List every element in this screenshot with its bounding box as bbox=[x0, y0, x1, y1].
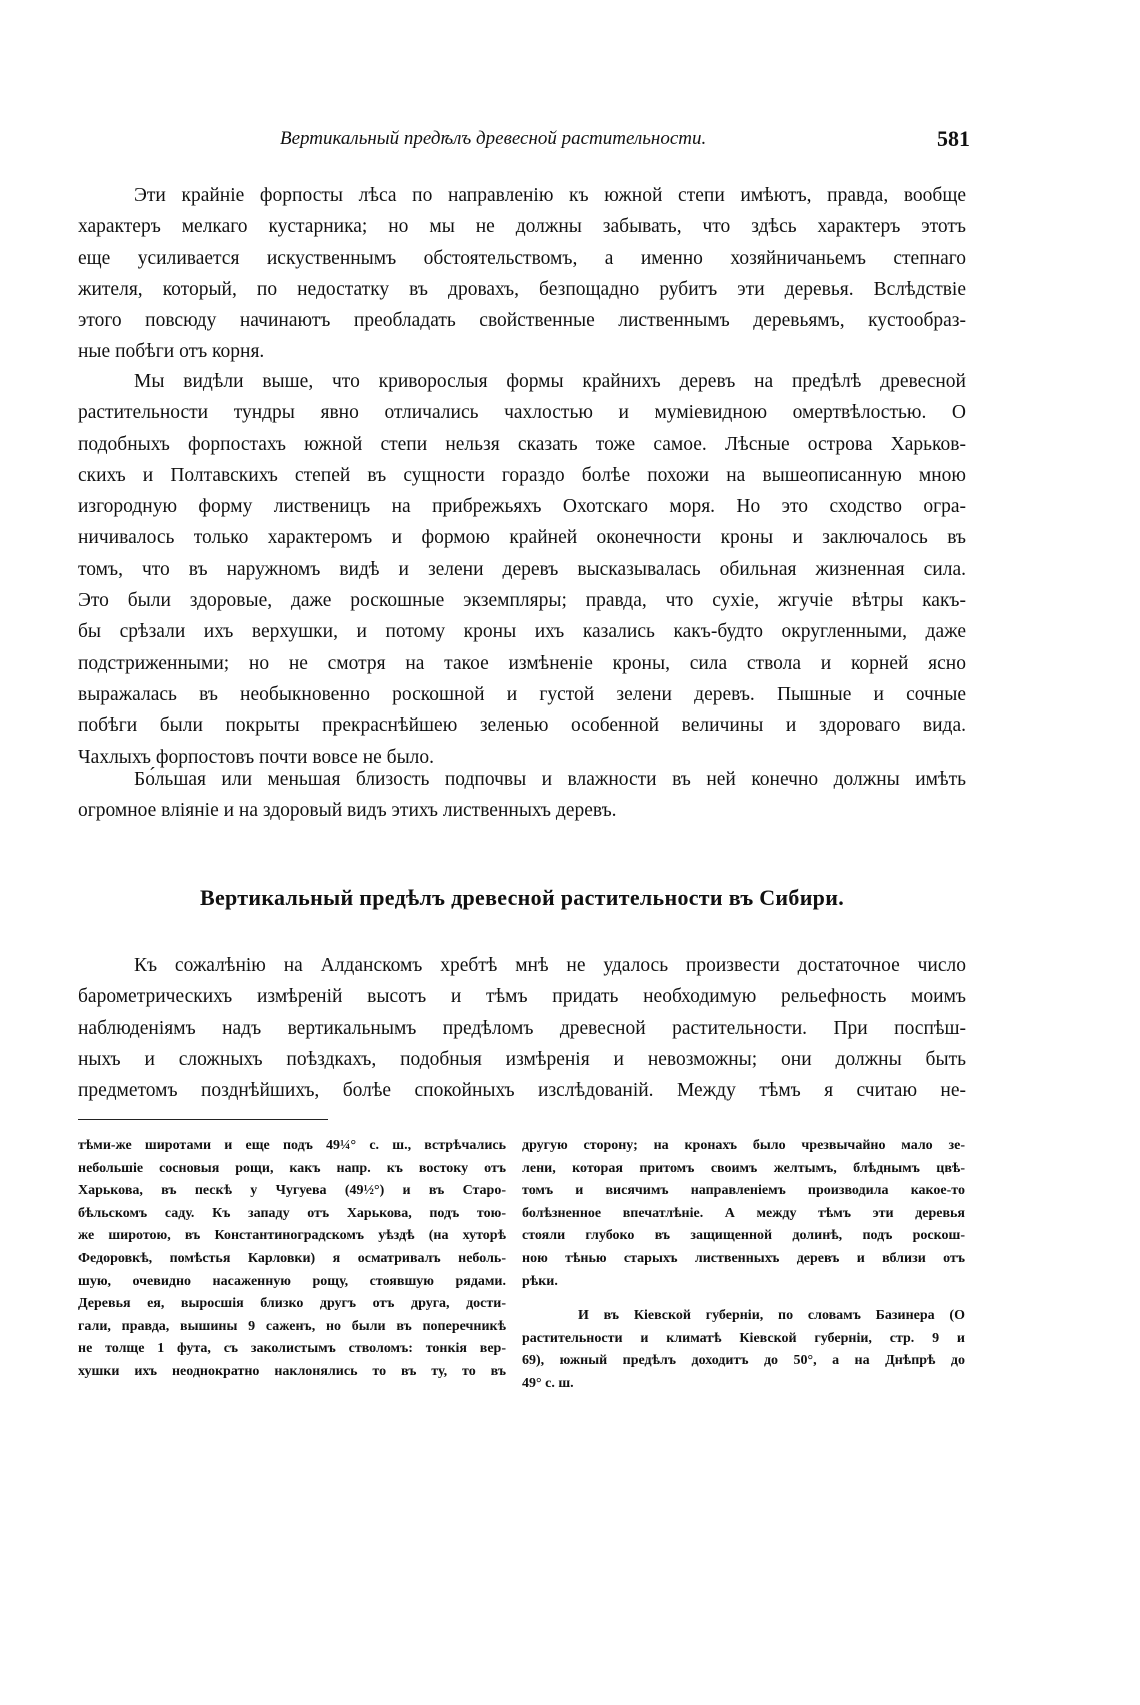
text-line: томъ, что въ наружномъ видѣ и зелени деревъ высказывалась обильная жизненная сила. bbox=[78, 558, 966, 580]
text-line: Къ сожалѣнію на Алданскомъ хребтѣ мнѣ не удалось произвести достаточное число bbox=[134, 955, 966, 976]
text-line: ничивалось только характеромъ и формою крайней оконечности кроны и заключалось въ bbox=[78, 527, 966, 549]
paragraph-2 bbox=[78, 366, 966, 773]
text-line: Это были здоровые, даже роскошные экземпляры; правда, что сухіе, жгучіе вѣтры какъ- bbox=[78, 590, 966, 612]
text-line: хушки ихъ неоднократно наклонялись то въ ту, то въ bbox=[78, 1363, 506, 1379]
text-line: Бо́льшая или меньшая близость подпочвы и влажности въ ней конечно должны имѣть bbox=[134, 769, 966, 790]
text-line: характеръ мелкаго кустарника; но мы не должны забывать, что здѣсь характеръ этотъ bbox=[78, 216, 966, 238]
section-paragraph bbox=[78, 950, 966, 1106]
text-line: этого повсюду начинаютъ преобладать свойственные лиственнымъ деревьямъ, кустообраз- bbox=[78, 310, 966, 332]
footnote-continuation bbox=[522, 1135, 965, 1293]
text-line: еще усиливается искуственнымъ обстоятельствомъ, а именно хозяйничаньемъ степнаго bbox=[78, 247, 966, 269]
text-line: изгородную форму лиственицъ на прибрежьяхъ Охотскаго моря. Но это сходство огра- bbox=[78, 496, 966, 518]
text-line: барометрическихъ измѣреній высотъ и тѣмъ придать необходимую рельефность моимъ bbox=[78, 986, 966, 1008]
paragraph-3 bbox=[78, 764, 966, 827]
section-heading: Вертикальный предѣлъ древесной растительности въ Сибири. bbox=[199, 885, 844, 910]
text-line: гали, правда, вышины 9 саженъ, но были въ поперечникѣ bbox=[78, 1318, 506, 1334]
text-line: Чахлыхъ форпостовъ почти вовсе не было. bbox=[78, 746, 435, 768]
text-line: ною тѣнью старыхъ лиственныхъ деревъ и вблизи отъ bbox=[522, 1250, 965, 1266]
text-line: Харькова, въ пескѣ у Чугуева (49½°) и въ Старо- bbox=[78, 1183, 506, 1199]
running-title: Вертикальный предѣлъ древесной растительности. bbox=[280, 128, 707, 149]
text-line: растительности тундры явно отличались чахлостью и муміевидною омертвѣлостью. О bbox=[78, 402, 966, 424]
text-line: подобныхъ форпостахъ южной степи нельзя сказать тоже самое. Лѣсные острова Харьков- bbox=[78, 433, 966, 455]
text-line: ные побѣги отъ корня. bbox=[78, 341, 265, 363]
text-line: небольшіе сосновыя рощи, какъ напр. къ востоку отъ bbox=[78, 1160, 506, 1176]
text-line: не толще 1 фута, съ заколистымъ стволомъ: тонкія вер- bbox=[78, 1341, 506, 1357]
paragraph-1 bbox=[78, 180, 966, 368]
text-line: побѣги были покрыты прекраснѣйшею зеленью особенной величины и здороваго вида. bbox=[78, 715, 966, 737]
footnote-kiev bbox=[522, 1305, 965, 1395]
text-line: стояли глубоко въ защищенной долинѣ, подъ роскош- bbox=[522, 1228, 965, 1244]
text-line: Федоровкѣ, помѣстья Карловки) я осматривалъ неболь- bbox=[78, 1250, 506, 1266]
text-line: выражалась въ необыкновенно роскошной и густой зелени деревъ. Пышные и сочные bbox=[78, 683, 966, 705]
text-line: огромное вліяніе и на здоровый видъ этихъ лиственныхъ деревъ. bbox=[78, 800, 617, 822]
text-line: наблюденіямъ надъ вертикальнымъ предѣломъ древесной растительности. При поспѣш- bbox=[78, 1017, 966, 1039]
text-line: Эти крайніе форпосты лѣса по направленію къ южной степи имѣютъ, правда, вообще bbox=[134, 185, 966, 206]
text-line: 49° с. ш. bbox=[522, 1375, 574, 1391]
text-line: бы срѣзали ихъ верхушки, и потому кроны ихъ казались какъ-будто округленными, даже bbox=[78, 621, 966, 643]
text-line: скихъ и Полтавскихъ степей въ сущности гораздо болѣе похожи на вышеописанную мною bbox=[78, 464, 966, 486]
text-line: же широтою, въ Константиноградскомъ уѣздѣ (на хуторѣ bbox=[78, 1228, 506, 1244]
text-line: Деревья ея, выросшія близко другъ отъ друга, дости- bbox=[78, 1296, 506, 1312]
text-line: жителя, который, по недостатку въ дровахъ, безпощадно рубитъ эти деревья. Вслѣдствіе bbox=[78, 278, 966, 300]
page-number: 581 bbox=[937, 126, 970, 151]
text-line: шую, очевидно насаженную рощу, стоявшую рядами. bbox=[78, 1273, 506, 1289]
text-line: бѣльскомъ саду. Къ западу отъ Харькова, подъ тою- bbox=[78, 1205, 506, 1221]
text-line: 69), южный предѣлъ доходитъ до 50°, а на Днѣпрѣ до bbox=[522, 1353, 965, 1369]
footnote-left-column bbox=[78, 1135, 506, 1384]
text-line: ныхъ и сложныхъ поѣздкахъ, подобныя измѣренія и невозможны; они должны быть bbox=[78, 1048, 966, 1070]
text-line: болѣзненное впечатлѣніе. А между тѣмъ эти деревья bbox=[522, 1205, 965, 1221]
text-line: другую сторону; на кронахъ было чрезвычайно мало зе- bbox=[522, 1138, 965, 1153]
text-line: И въ Кіевской губерніи, по словамъ Базинера (О bbox=[578, 1308, 965, 1324]
text-line: растительности и климатѣ Кіевской губерніи, стр. 9 и bbox=[522, 1330, 965, 1346]
footnote-divider bbox=[78, 1119, 328, 1120]
text-line: подстриженными; но не смотря на такое измѣненіе кроны, сила ствола и корней ясно bbox=[78, 652, 966, 674]
text-line: тѣми-же широтами и еще подъ 49¼° с. ш., встрѣчались bbox=[78, 1138, 506, 1153]
text-line: Мы видѣли выше, что криворослыя формы крайнихъ деревъ на предѣлѣ древесной bbox=[134, 371, 966, 392]
text-line: рѣки. bbox=[522, 1273, 558, 1289]
text-line: лени, которая притомъ своимъ желтымъ, блѣднымъ цвѣ- bbox=[522, 1160, 965, 1176]
footnote-right-column bbox=[522, 1135, 965, 1396]
text-line: предметомъ позднѣйшихъ, болѣе спокойныхъ изслѣдованій. Между тѣмъ я считаю не- bbox=[78, 1080, 966, 1102]
text-line: томъ и висячимъ направленіемъ производила какое-то bbox=[522, 1183, 965, 1199]
